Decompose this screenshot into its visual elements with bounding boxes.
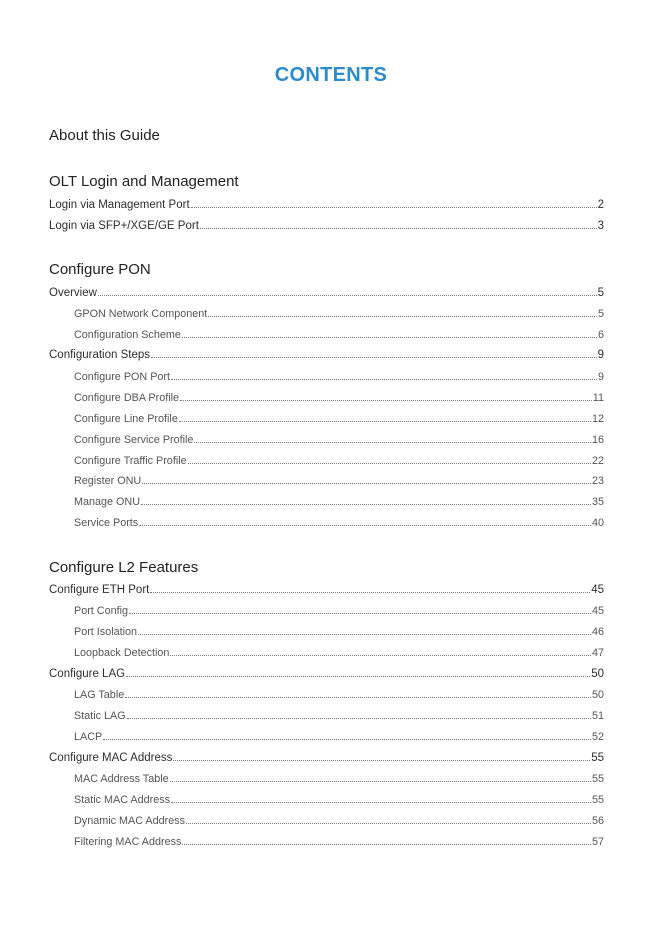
dot-leader: [138, 634, 591, 635]
dot-leader: [171, 379, 597, 380]
dot-leader: [170, 655, 591, 656]
toc-subentry[interactable]: [74, 771, 604, 787]
toc-entry[interactable]: [49, 285, 604, 301]
toc-page-number: 22: [591, 455, 604, 467]
toc-subentry[interactable]: [74, 624, 604, 640]
toc-label: Overview: [49, 287, 97, 299]
toc-subentry[interactable]: [74, 813, 604, 829]
dot-leader: [173, 760, 590, 761]
toc-subentry[interactable]: [74, 494, 604, 510]
dot-leader: [186, 823, 591, 824]
toc-page-number: 3: [597, 220, 604, 232]
dot-leader: [200, 228, 597, 229]
dot-leader: [182, 844, 591, 845]
toc-subentry[interactable]: [74, 327, 604, 343]
toc-label: Configure DBA Profile: [74, 392, 180, 404]
dot-leader: [180, 400, 592, 401]
toc-label: MAC Address Table: [74, 773, 169, 785]
dot-leader: [188, 463, 591, 464]
toc-label: Configure ETH Port: [49, 584, 150, 596]
dot-leader: [98, 295, 597, 296]
dot-leader: [142, 483, 591, 484]
toc-page-number: 46: [591, 626, 604, 638]
toc-page-number: 12: [591, 413, 604, 425]
dot-leader: [170, 781, 591, 782]
toc-entry[interactable]: [49, 197, 604, 213]
toc-subentry[interactable]: [74, 515, 604, 531]
toc-label: LAG Table: [74, 689, 125, 701]
toc-label: Dynamic MAC Address: [74, 815, 185, 827]
section-heading-pon: Configure PON: [49, 261, 151, 278]
section-heading-l2: Configure L2 Features: [49, 559, 199, 576]
toc-entry[interactable]: [49, 582, 604, 598]
toc-label: Login via SFP+/XGE/GE Port: [49, 220, 199, 232]
toc-subentry[interactable]: [74, 432, 604, 448]
toc-entry[interactable]: [49, 666, 604, 682]
toc-subentry[interactable]: [74, 369, 604, 385]
toc-page-number: 11: [592, 392, 604, 404]
dot-leader: [126, 676, 590, 677]
toc-page-number: 40: [591, 517, 604, 529]
toc-label: Filtering MAC Address: [74, 836, 182, 848]
toc-page-number: 6: [597, 329, 604, 341]
toc-label: Configure Line Profile: [74, 413, 178, 425]
section-heading-olt: OLT Login and Management: [49, 173, 239, 190]
toc-label: Loopback Detection: [74, 647, 170, 659]
toc-page-number: 50: [591, 668, 604, 680]
toc-label: Port Config: [74, 605, 129, 617]
toc-subentry[interactable]: [74, 729, 604, 745]
toc-page-number: 45: [591, 584, 604, 596]
dot-leader: [208, 316, 597, 317]
toc-label: Configure Service Profile: [74, 434, 194, 446]
toc-subentry[interactable]: [74, 603, 604, 619]
toc-subentry[interactable]: [74, 708, 604, 724]
dot-leader: [151, 357, 597, 358]
section-heading-about: About this Guide: [49, 127, 160, 144]
toc-page-number: 5: [597, 287, 604, 299]
toc-page-number: 50: [591, 689, 604, 701]
toc-page-number: 35: [591, 496, 604, 508]
toc-page-number: 55: [591, 752, 604, 764]
dot-leader: [125, 697, 591, 698]
toc-subentry[interactable]: [74, 473, 604, 489]
toc-page-number: 5: [597, 308, 604, 320]
toc-label: Configure PON Port: [74, 371, 171, 383]
toc-subentry[interactable]: [74, 834, 604, 850]
dot-leader: [191, 207, 597, 208]
dot-leader: [127, 718, 591, 719]
toc-label: Configuration Scheme: [74, 329, 181, 341]
toc-label: Service Ports: [74, 517, 139, 529]
toc-label: LACP: [74, 731, 103, 743]
toc-label: Login via Management Port: [49, 199, 190, 211]
toc-page-number: 16: [591, 434, 604, 446]
dot-leader: [141, 504, 591, 505]
toc-entry[interactable]: [49, 347, 604, 363]
toc-label: Register ONU: [74, 475, 142, 487]
dot-leader: [179, 421, 591, 422]
toc-entry[interactable]: [49, 218, 604, 234]
toc-label: Configure MAC Address: [49, 752, 173, 764]
toc-label: Static MAC Address: [74, 794, 171, 806]
toc-label: GPON Network Component: [74, 308, 208, 320]
toc-subentry[interactable]: [74, 453, 604, 469]
toc-subentry[interactable]: [74, 390, 604, 406]
toc-page-number: 2: [597, 199, 604, 211]
toc-page-number: 23: [591, 475, 604, 487]
toc-subentry[interactable]: [74, 411, 604, 427]
toc-page-number: 55: [591, 773, 604, 785]
toc-page-number: 9: [597, 371, 604, 383]
dot-leader: [171, 802, 591, 803]
toc-page-number: 47: [591, 647, 604, 659]
toc-subentry[interactable]: [74, 687, 604, 703]
page-title: CONTENTS: [274, 64, 388, 86]
toc-page-number: 55: [591, 794, 604, 806]
toc-label: Manage ONU: [74, 496, 141, 508]
dot-leader: [194, 442, 591, 443]
toc-label: Configuration Steps: [49, 349, 151, 361]
toc-page-number: 51: [591, 710, 604, 722]
dot-leader: [139, 525, 591, 526]
dot-leader: [150, 592, 590, 593]
dot-leader: [103, 739, 591, 740]
toc-label: Static LAG: [74, 710, 126, 722]
toc-page-number: 56: [591, 815, 604, 827]
dot-leader: [182, 337, 597, 338]
toc-label: Configure LAG: [49, 668, 126, 680]
toc-page-number: 45: [591, 605, 604, 617]
toc-subentry[interactable]: [74, 792, 604, 808]
toc-label: Port Isolation: [74, 626, 138, 638]
toc-subentry[interactable]: [74, 645, 604, 661]
toc-label: Configure Traffic Profile: [74, 455, 187, 467]
toc-page-number: 52: [591, 731, 604, 743]
toc-entry[interactable]: [49, 750, 604, 766]
toc-page-number: 9: [597, 349, 604, 361]
toc-subentry[interactable]: [74, 306, 604, 322]
toc-page-number: 57: [591, 836, 604, 848]
dot-leader: [129, 613, 591, 614]
